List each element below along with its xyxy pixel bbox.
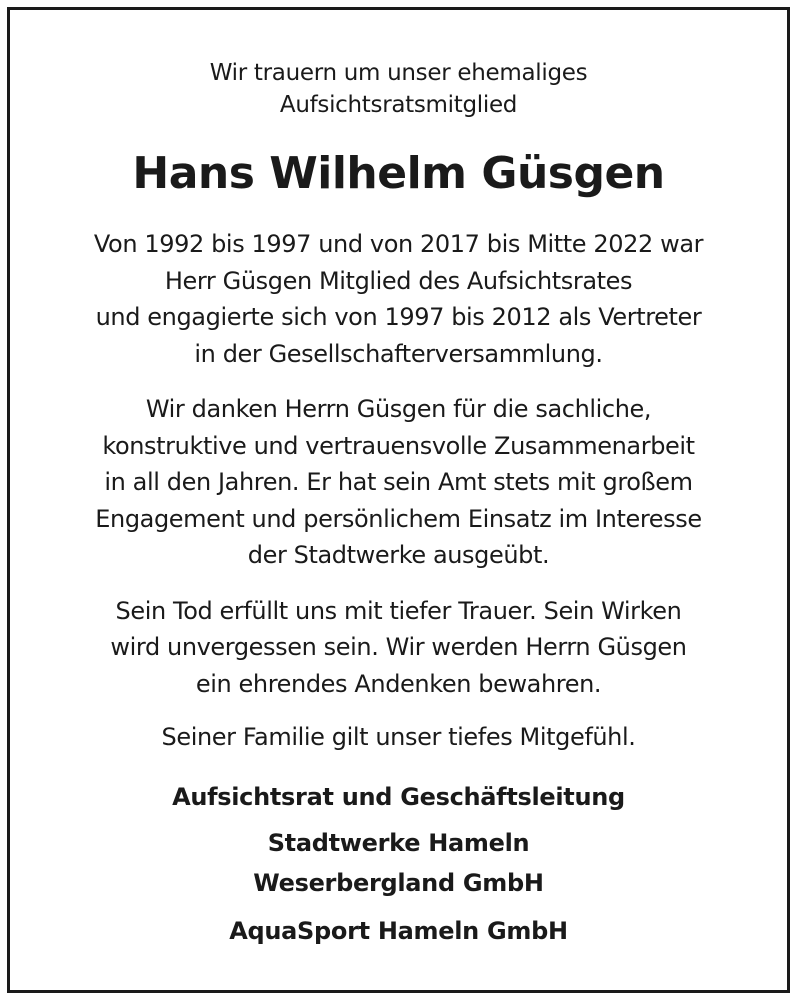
signature-board: Aufsichtsrat und Geschäftsleitung xyxy=(172,782,625,811)
condolence-paragraph xyxy=(10,719,787,756)
service-paragraph xyxy=(10,226,787,372)
mourning-paragraph xyxy=(10,593,787,703)
paragraph-line: Von 1992 bis 1997 und von 2017 bis Mitte 2022 war xyxy=(93,230,704,258)
intro-text xyxy=(10,57,787,121)
obituary-notice xyxy=(10,10,787,951)
paragraph-line: in all den Jahren. Er hat sein Amt stets mit großem xyxy=(104,468,693,496)
intro-line: Wir trauern um unser ehemaliges xyxy=(209,60,588,86)
paragraph-line: und engagierte sich von 1997 bis 2012 als Vertreter xyxy=(95,303,702,331)
intro-line: Aufsichtsratsmitglied xyxy=(279,92,518,118)
signature-company xyxy=(10,823,787,903)
paragraph-line: konstruktive und vertrauensvolle Zusammenarbeit xyxy=(102,431,695,460)
thanks-paragraph xyxy=(10,391,787,574)
paragraph-line: Seiner Familie gilt unser tiefes Mitgefühl. xyxy=(161,723,636,751)
paragraph-line: Wir danken Herrn Güsgen für die sachliche, xyxy=(145,395,652,423)
paragraph-line: ein ehrendes Andenken bewahren. xyxy=(195,669,602,698)
signature-line: Weserbergland GmbH xyxy=(253,868,544,897)
paragraph-line: Engagement und persönlichem Einsatz im Interesse xyxy=(95,504,702,533)
signature-aquasport: AquaSport Hameln GmbH xyxy=(229,916,568,945)
paragraph-line: der Stadtwerke ausgeübt. xyxy=(247,541,550,569)
paragraph-line: Herr Güsgen Mitglied des Aufsichtsrates xyxy=(164,266,633,295)
deceased-name: Hans Wilhelm Güsgen xyxy=(132,148,665,199)
signature-line: Stadtwerke Hameln xyxy=(267,828,530,857)
paragraph-line: in der Gesellschafterversammlung. xyxy=(194,339,603,368)
paragraph-line: wird unvergessen sein. Wir werden Herrn Güsgen xyxy=(110,633,687,661)
paragraph-line: Sein Tod erfüllt uns mit tiefer Trauer. Sein Wirken xyxy=(115,596,682,625)
